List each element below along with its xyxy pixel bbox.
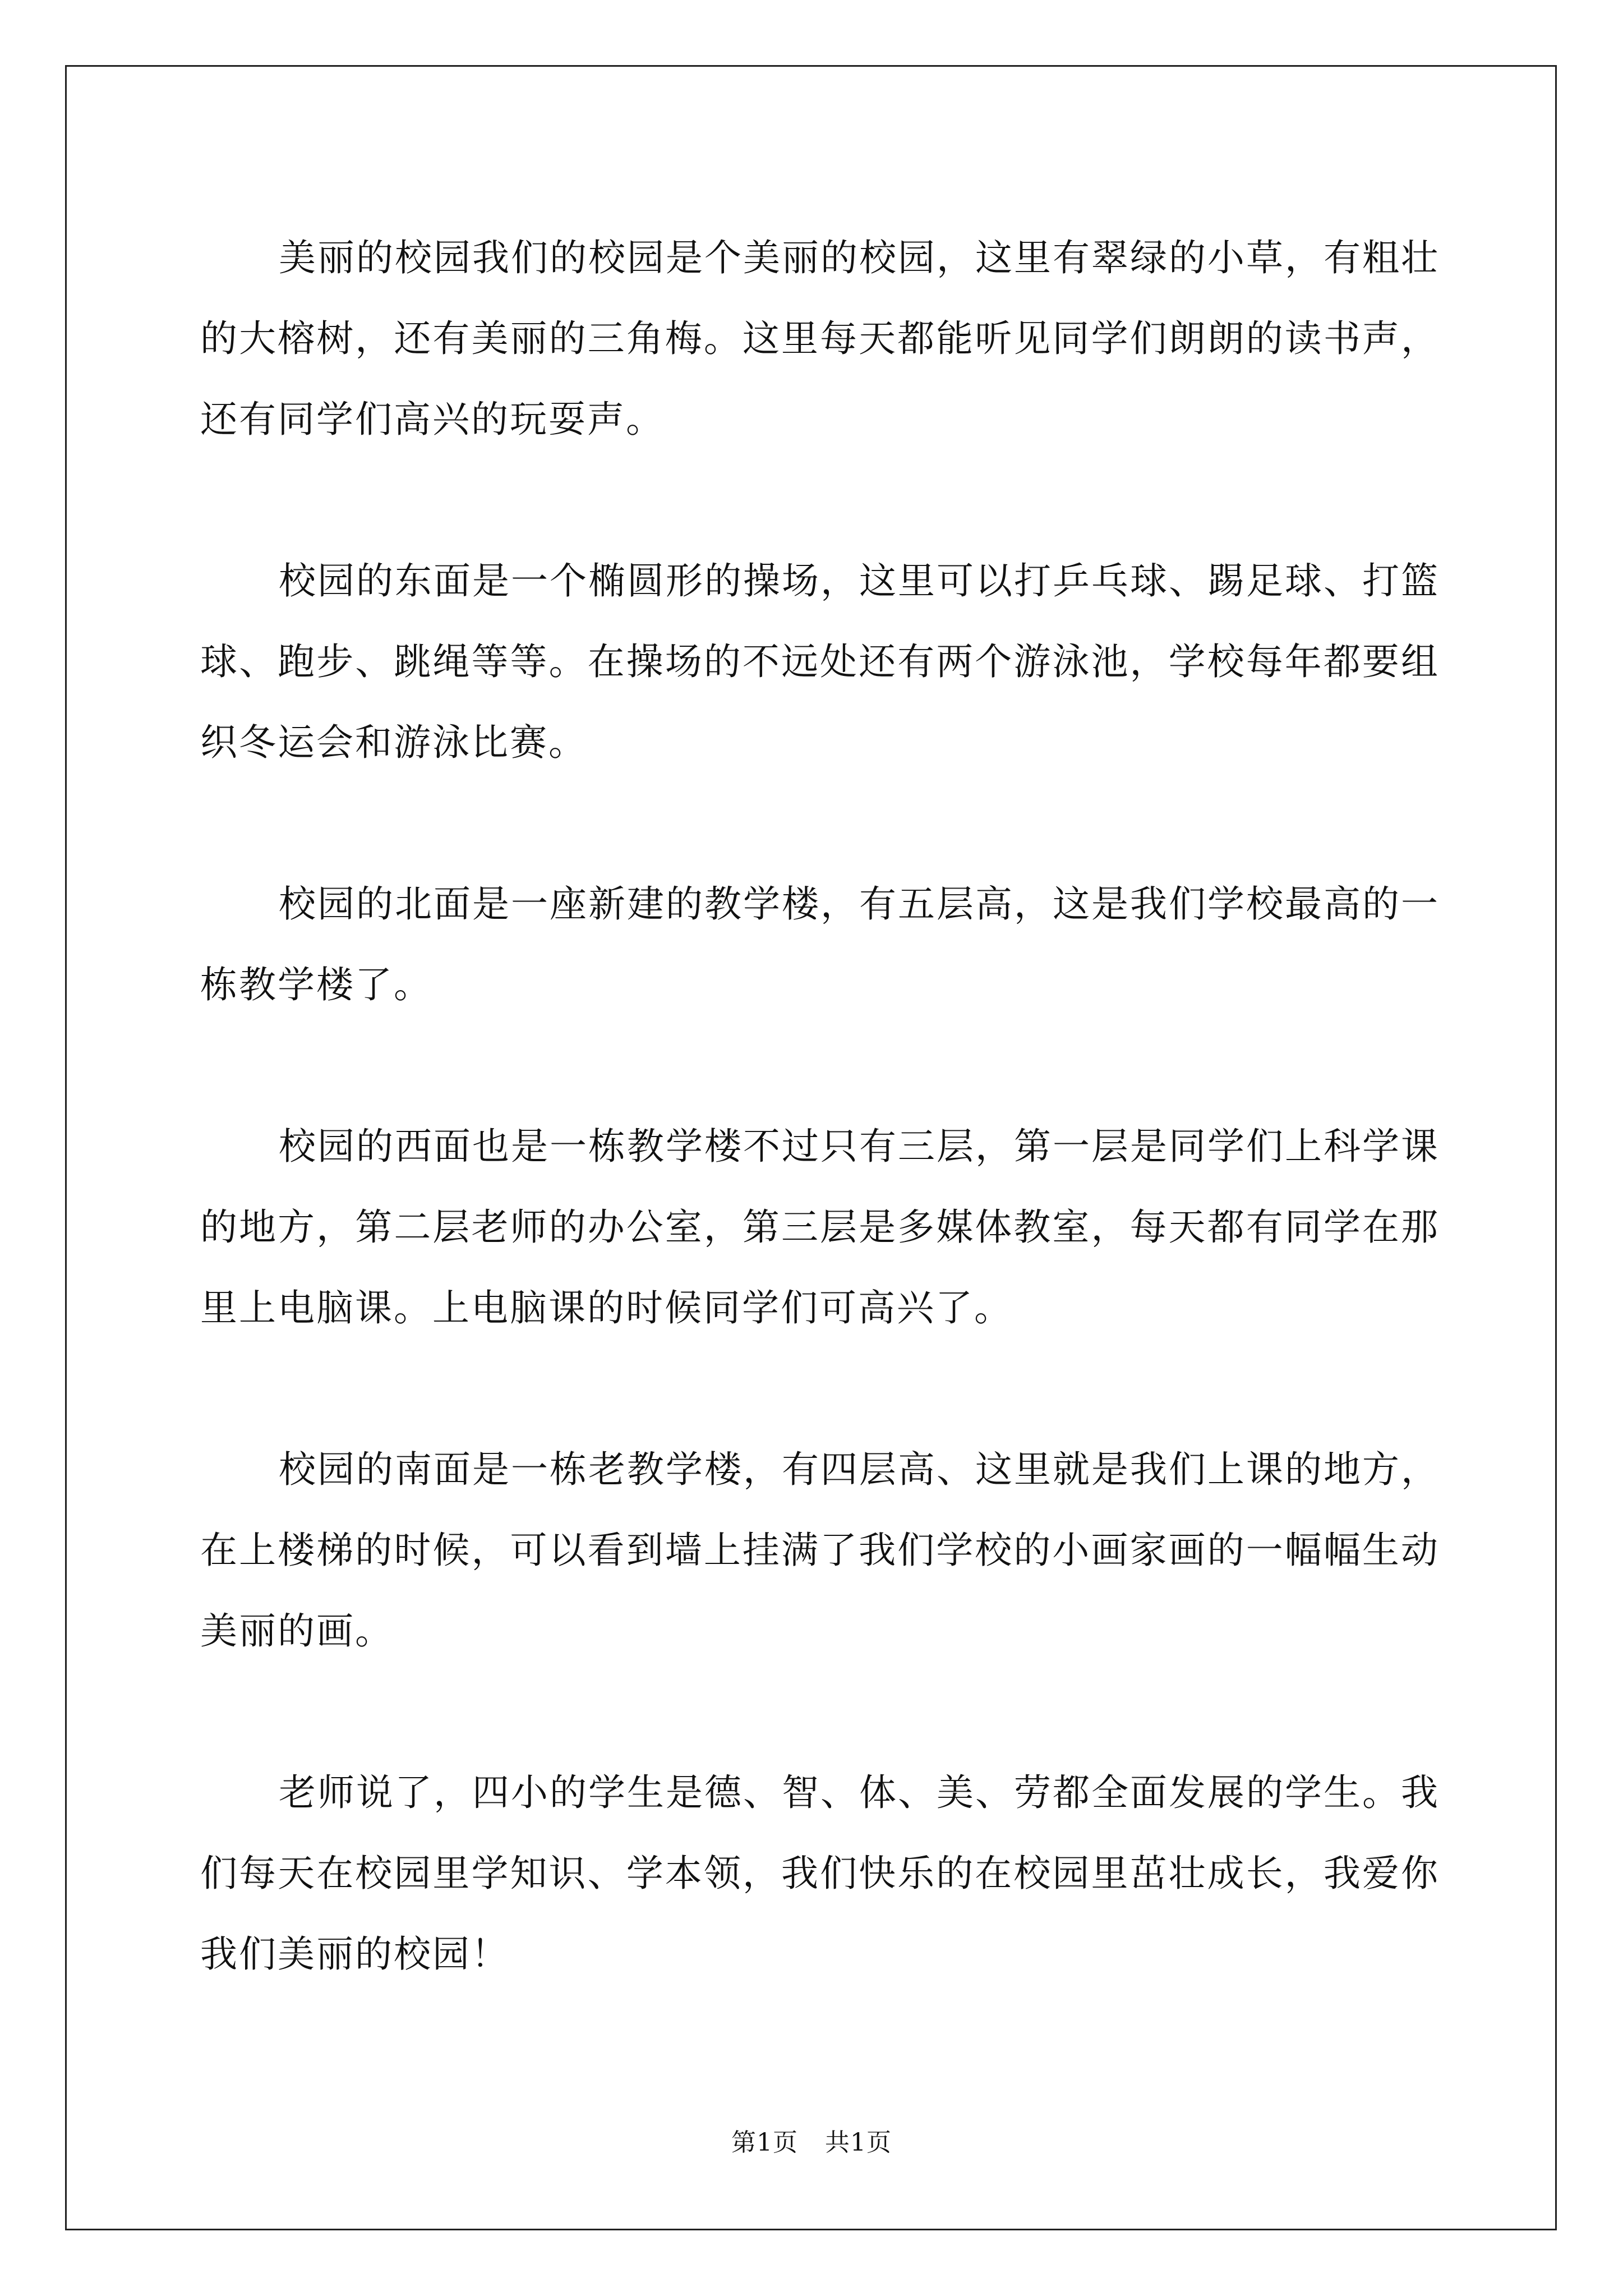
page-number-current: 第1页 [731, 2128, 798, 2157]
paragraph-1: 美丽的校园我们的校园是个美丽的校园，这里有翠绿的小草，有粗壮的大榕树，还有美丽的三角梅。这里每天都能听见同学们朗朗的读书声，还有同学们高兴的玩耍声。 [200, 236, 1440, 441]
page-number-total: 共1页 [825, 2128, 892, 2157]
page-footer [0, 2126, 1623, 2160]
paragraph-4: 校园的西面也是一栋教学楼不过只有三层，第一层是同学们上科学课的地方，第二层老师的办公室，第三层是多媒体教室，每天都有同学在那里上电脑课。上电脑课的时候同学们可高兴了。 [200, 1125, 1440, 1329]
paragraph-5: 校园的南面是一栋老教学楼，有四层高、这里就是我们上课的地方，在上楼梯的时候，可以看到墙上挂满了我们学校的小画家画的一幅幅生动美丽的画。 [200, 1448, 1440, 1653]
paragraph-2: 校园的东面是一个椭圆形的操场，这里可以打乒乓球、踢足球、打篮球、跑步、跳绳等等。在操场的不远处还有两个游泳池，学校每年都要组织冬运会和游泳比赛。 [200, 559, 1440, 764]
document-body [200, 218, 1440, 1995]
paragraph-6: 老师说了，四小的学生是德、智、体、美、劳都全面发展的学生。我们每天在校园里学知识、学本领，我们快乐的在校园里茁壮成长，我爱你我们美丽的校园！ [200, 1771, 1440, 1976]
paragraph-3: 校园的北面是一座新建的教学楼，有五层高，这是我们学校最高的一栋教学楼了。 [200, 882, 1440, 1006]
